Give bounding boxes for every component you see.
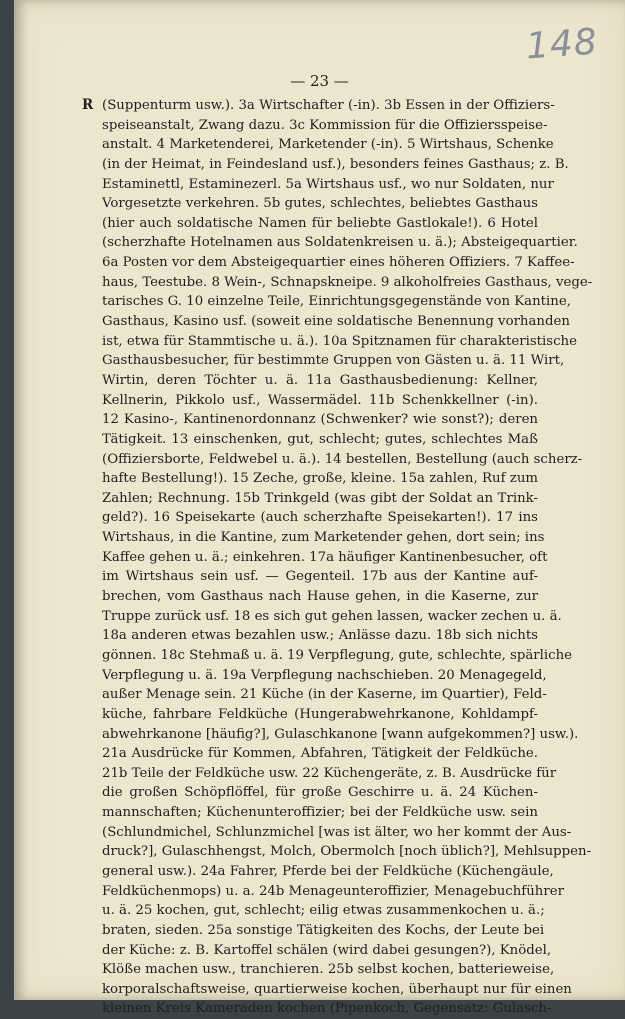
text-line: Gasthausbesucher, für bestimmte Gruppen von Gästen u. ä. 11 Wirt, — [102, 353, 565, 369]
text-line: (Offiziersborte, Feldwebel u. ä.). 14 bestellen, Bestellung (auch scherz- — [102, 451, 583, 467]
text-line: (hier auch soldatische Namen für beliebte Gastlokale!). 6 Hotel — [102, 215, 538, 231]
text-line: 18a anderen etwas bezahlen usw.; Anlässe dazu. 18b sich nichts — [102, 628, 538, 644]
text-line: u. ä. 25 kochen, gut, schlecht; eilig etwas zusammenkochen u. ä.; — [102, 903, 545, 919]
text-line: die großen Schöpflöffel, für große Geschirre u. ä. 24 Küchen- — [102, 785, 538, 801]
text-line: ist, etwa für Stammtische u. ä.). 10a Spitznamen für charakteristische — [102, 333, 577, 349]
text-line: druck?], Gulaschhengst, Molch, Obermolch [noch üblich?], Mehlsuppen- — [102, 844, 592, 860]
text-line: (in der Heimat, in Feindesland usf.), besonders feines Gasthaus; z. B. — [102, 156, 569, 172]
text-line: hafte Bestellung!). 15 Zeche, große, kleine. 15a zahlen, Ruf zum — [102, 471, 538, 487]
text-line: (scherzhafte Hotelnamen aus Soldatenkreisen u. ä.); Absteigequartier. — [102, 235, 578, 251]
text-line: gönnen. 18c Stehmaß u. ä. 19 Verpflegung, gute, schlechte, spärliche — [102, 647, 573, 663]
section-letter: R — [82, 97, 94, 113]
text-line: (Suppenturm usw.). 3a Wirtschafter (-in). 3b Essen in der Offiziers- — [102, 98, 555, 113]
text-line: Wirtshaus, in die Kantine, zum Marketender gehen, dort sein; ins — [102, 530, 545, 546]
text-line: im Wirtshaus sein usf. — Gegenteil. 17b aus der Kantine auf- — [102, 569, 538, 585]
text-line: Klöße machen usw., tranchieren. 25b selbst kochen, batterieweise, — [102, 962, 555, 978]
text-line: außer Menage sein. 21 Küche (in der Kaserne, im Quartier), Feld- — [102, 687, 547, 703]
text-line: 6a Posten vor dem Absteigequartier eines höheren Offiziers. 7 Kaffee- — [102, 255, 575, 271]
text-line: Gasthaus, Kasino usf. (soweit eine soldatische Benennung vorhanden — [102, 314, 570, 330]
text-line: 12 Kasino-, Kantinenordonnanz (Schwenker? wie sonst?); deren — [102, 412, 538, 428]
text-line: speiseanstalt, Zwang dazu. 3c Kommission für die Offiziersspeise- — [102, 117, 548, 133]
book-page — [14, 0, 625, 1017]
text-line: Truppe zurück usf. 18 es sich gut gehen lassen, wacker zechen u. ä. — [102, 608, 562, 624]
text-line: küche, fahrbare Feldküche (Hungerabwehrkanone, Kohldampf- — [102, 706, 538, 722]
text-line: Feldküchenmops) u. a. 24b Menageunteroffizier, Menagebuchführer — [102, 883, 564, 899]
text-line: Verpflegung u. ä. 19a Verpflegung nachschieben. 20 Menagegeld, — [102, 667, 547, 683]
text-line: Wirtin, deren Töchter u. ä. 11a Gasthausbedienung: Kellner, — [102, 372, 538, 388]
text-line: der Küche: z. B. Kartoffel schälen (wird dabei gesungen?), Knödel, — [102, 942, 552, 958]
text-lines — [102, 96, 593, 1019]
text-line: abwehrkanone [häufig?], Gulaschkanone [wann aufgekommen?] usw.). — [102, 726, 579, 742]
text-line: anstalt. 4 Marketenderei, Marketender (-in). 5 Wirtshaus, Schenke — [102, 137, 554, 153]
text-line: general usw.). 24a Fahrer, Pferde bei der Feldküche (Küchengäule, — [102, 863, 554, 879]
body-text — [82, 96, 593, 1019]
text-line: Vorgesetzte verkehren. 5b gutes, schlechtes, beliebtes Gasthaus — [102, 196, 538, 212]
page-number: — 23 — — [290, 72, 349, 90]
text-line: Kaffee gehen u. ä.; einkehren. 17a häufiger Kantinenbesucher, oft — [102, 549, 548, 565]
text-line: braten, sieden. 25a sonstige Tätigkeiten des Kochs, der Leute bei — [102, 922, 545, 938]
text-line: haus, Teestube. 8 Wein-, Schnapskneipe. 9 alkoholfreies Gasthaus, vege- — [102, 274, 593, 290]
text-line: 21b Teile der Feldküche usw. 22 Küchengeräte, z. B. Ausdrücke für — [102, 765, 557, 781]
text-line: kleinen Kreis Kameraden kochen (Pipenkoch, Gegensatz: Gulasch- — [102, 1001, 552, 1017]
text-line: 21a Ausdrücke für Kommen, Abfahren, Tätigkeit der Feldküche. — [102, 746, 538, 762]
text-line: (Schlundmichel, Schlunzmichel [was ist älter, wo her kommt der Aus- — [102, 824, 572, 840]
text-line: geld?). 16 Speisekarte (auch scherzhafte Speisekarten!). 17 ins — [102, 510, 538, 526]
text-line: brechen, vom Gasthaus nach Hause gehen, in die Kaserne, zur — [102, 589, 538, 605]
text-line: mannschaften; Küchenunteroffizier; bei der Feldküche usw. sein — [102, 805, 538, 821]
text-line: Estaminettl, Estaminezerl. 5a Wirtshaus usf., wo nur Soldaten, nur — [102, 176, 554, 192]
text-line: korporalschaftsweise, quartierweise kochen, überhaupt nur für einen — [102, 981, 572, 997]
text-line: Zahlen; Rechnung. 15b Trinkgeld (was gibt der Soldat an Trink- — [102, 490, 538, 506]
text-line: Kellnerin, Pikkolo usf., Wassermädel. 11b Schenkkellner (-in). — [102, 392, 538, 408]
handwritten-page-annotation: 148 — [524, 21, 600, 68]
text-line: tarisches G. 10 einzelne Teile, Einrichtungsgegenstände von Kantine, — [102, 294, 571, 310]
text-line: Tätigkeit. 13 einschenken, gut, schlecht; gutes, schlechtes Maß — [102, 431, 538, 447]
